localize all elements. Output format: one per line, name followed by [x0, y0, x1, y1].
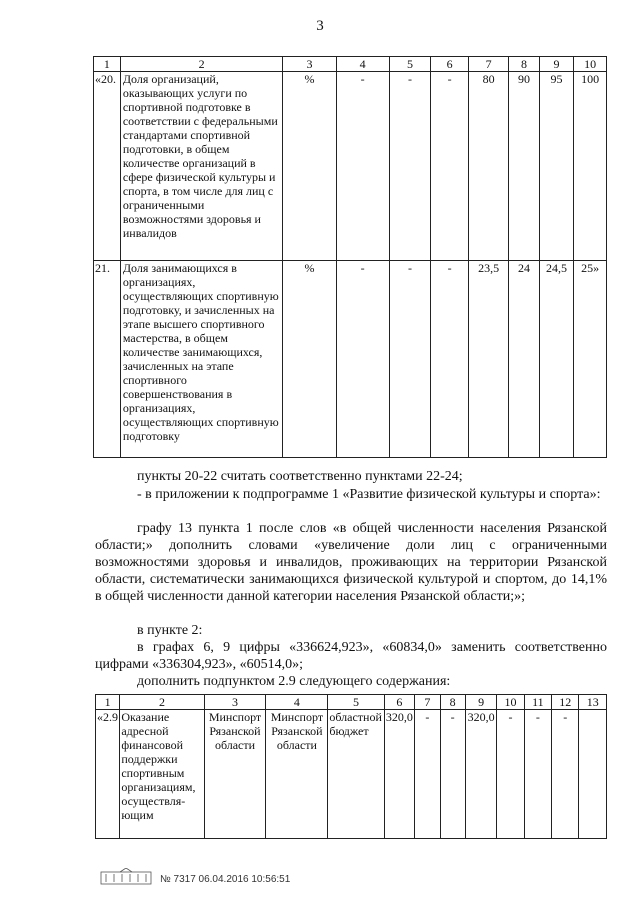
header-cell: 11: [524, 695, 551, 710]
header-cell: 4: [266, 695, 328, 710]
value-cell: -: [389, 261, 431, 458]
header-cell: 3: [283, 57, 336, 72]
value-cell: 24: [509, 261, 539, 458]
row-number: «2.9: [96, 710, 120, 839]
value-cell: -: [336, 72, 389, 261]
doc-registration-stamp: № 7317 06.04.2016 10:56:51: [160, 874, 291, 885]
value-cell: -: [524, 710, 551, 839]
table-header-row: [94, 57, 607, 72]
document-footer: [100, 868, 340, 890]
header-cell: 8: [440, 695, 465, 710]
unit-cell: %: [283, 72, 336, 261]
value-cell: -: [415, 710, 440, 839]
value-cell: -: [497, 710, 524, 839]
value-cell: -: [389, 72, 431, 261]
header-cell: 10: [574, 57, 607, 72]
header-cell: 1: [96, 695, 120, 710]
value-cell: 80: [468, 72, 508, 261]
indicator-name: Доля занимающихся в организациях, осуществляющих спортивную подготовку, и зачисленных на этапе высшего спортивного мастерства, в общем количестве занимающихся, зачисленных на этапе спортивного совершенствования в организациях, осуществляющих спортивную подготовку: [120, 261, 282, 458]
header-cell: 8: [509, 57, 539, 72]
value-cell: 320,0: [384, 710, 414, 839]
paragraph-appendix: - в приложении к подпрограмме 1 «Развитие физической культуры и спорта»:: [137, 487, 601, 502]
value-cell: 25»: [574, 261, 607, 458]
measure-name: Оказание адресной финансовой поддержки спортивным организациям, осуществля-ющим: [120, 710, 204, 839]
value-cell: 24,5: [539, 261, 574, 458]
header-cell: 1: [94, 57, 121, 72]
value-cell: -: [552, 710, 579, 839]
value-cell: 95: [539, 72, 574, 261]
paragraph-add-subitem: дополнить подпунктом 2.9 следующего содержания:: [137, 674, 451, 689]
indicators-table: [93, 56, 607, 458]
value-cell: 100: [574, 72, 607, 261]
paragraph-replace-figures: в графах 6, 9 цифры «336624,923», «60834,0» заменить соответственно цифрами «336304,923», «60514,0»;: [95, 640, 607, 672]
indicator-name: Доля организаций, оказывающих услуги по спортивной подготовке в соответствии с федеральными стандартами спортивной подготовки, в общем количестве организаций в сфере физической культуры и спорта, в том числе для лиц с ограниченными возможностями здоровья и инвалидов: [120, 72, 282, 261]
value-cell: 23,5: [468, 261, 508, 458]
value-cell: 90: [509, 72, 539, 261]
value-cell: -: [431, 261, 469, 458]
header-cell: 13: [579, 695, 607, 710]
customer-cell: Минспорт Рязанской области: [266, 710, 328, 839]
header-cell: 5: [389, 57, 431, 72]
header-cell: 5: [328, 695, 384, 710]
header-cell: 3: [204, 695, 266, 710]
table-row: [96, 710, 607, 839]
value-cell: -: [336, 261, 389, 458]
value-cell: 320,0: [465, 710, 496, 839]
table-header-row: [96, 695, 607, 710]
header-cell: 6: [431, 57, 469, 72]
unit-cell: %: [283, 261, 336, 458]
page-number: 3: [316, 18, 324, 34]
value-cell: [579, 710, 607, 839]
header-cell: 10: [497, 695, 524, 710]
row-number: 21.: [94, 261, 121, 458]
subitem-table: [95, 694, 607, 839]
header-cell: 7: [415, 695, 440, 710]
value-cell: -: [431, 72, 469, 261]
header-cell: 4: [336, 57, 389, 72]
paragraph-column-13: графу 13 пункта 1 после слов «в общей численности населения Рязанской области;» дополнить словами «увеличение доли лиц с ограниченными возможностями здоровья и инвалидов, проживающих на территории Рязанской области, систематически занимающихся физической культурой и спортом, до 14,1% в общей численности данной категории населения Рязанской области;»;: [95, 521, 607, 604]
row-number: «20.: [94, 72, 121, 261]
header-cell: 9: [539, 57, 574, 72]
registry-stamp-icon: [100, 868, 152, 888]
executor-cell: Минспорт Рязанской области: [204, 710, 266, 839]
funding-source-cell: областной бюджет: [328, 710, 384, 839]
value-cell: -: [440, 710, 465, 839]
header-cell: 12: [552, 695, 579, 710]
paragraph-item-2: в пункте 2:: [137, 623, 203, 638]
table-row: [94, 261, 607, 458]
header-cell: 2: [120, 695, 204, 710]
header-cell: 9: [465, 695, 496, 710]
table-row: [94, 72, 607, 261]
header-cell: 6: [384, 695, 414, 710]
header-cell: 7: [468, 57, 508, 72]
header-cell: 2: [120, 57, 282, 72]
paragraph-renumber: пункты 20-22 считать соответственно пунктами 22-24;: [137, 469, 463, 484]
